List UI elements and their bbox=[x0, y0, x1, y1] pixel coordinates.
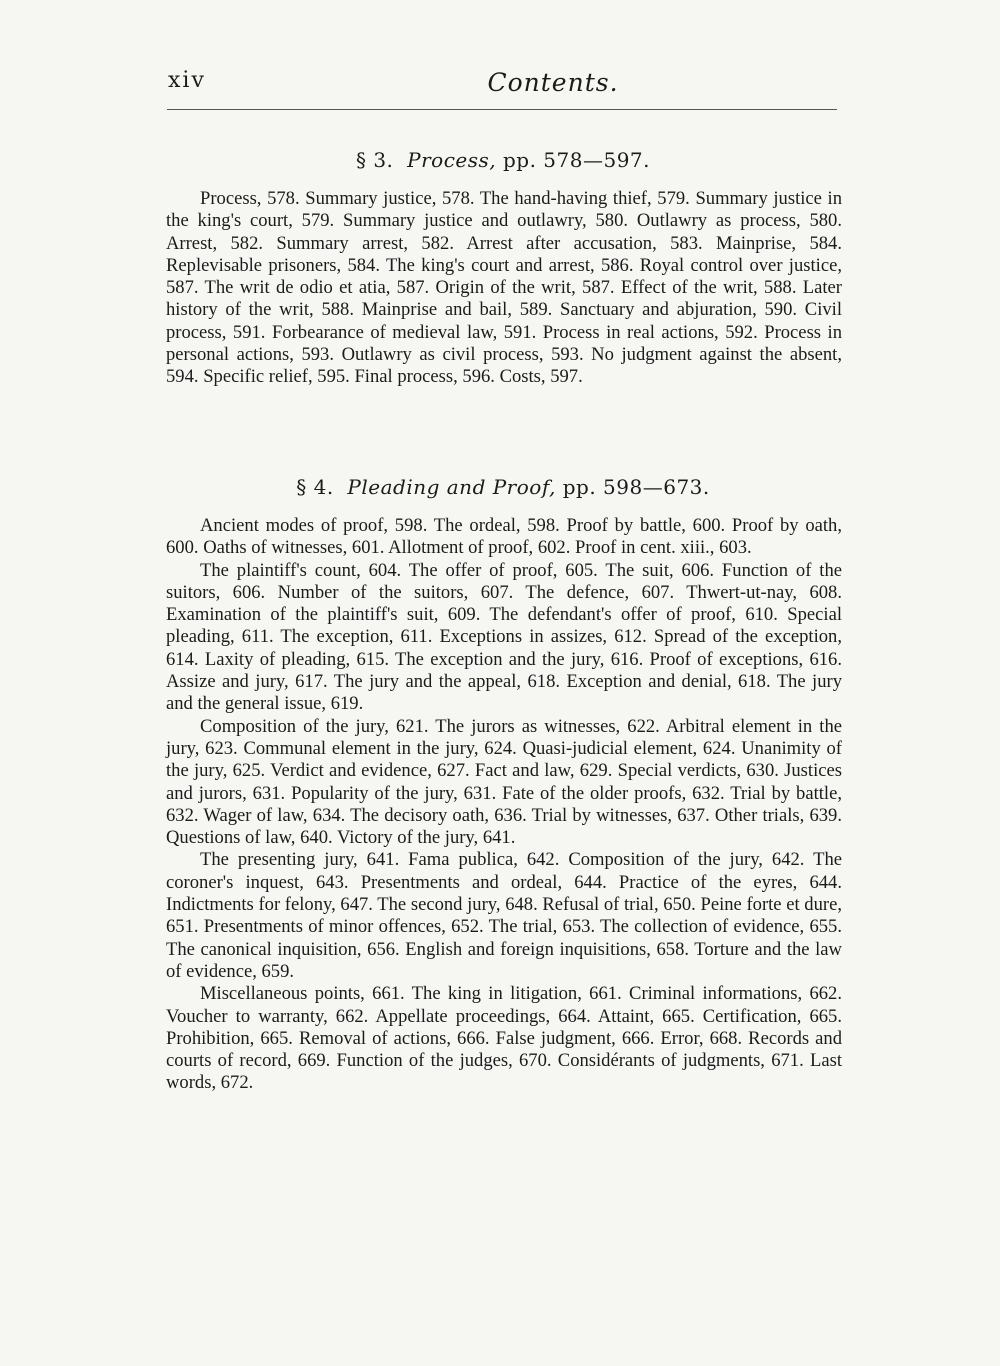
page-header bbox=[168, 68, 838, 108]
section-3-heading bbox=[168, 148, 838, 172]
section-4-number: § 4. bbox=[296, 475, 334, 499]
section-3-title: Process, bbox=[407, 148, 497, 172]
header-rule bbox=[167, 109, 837, 110]
section-4-body bbox=[166, 515, 842, 1095]
running-title: Contents. bbox=[487, 68, 619, 97]
section-4-title: Pleading and Proof, bbox=[347, 475, 556, 499]
section-4-paragraph-2: The plaintiff's count, 604. The offer of proof, 605. The suit, 606. Function of the suitors, 606. Number of the suitors, 607. The defence, 607. Thwert-ut-nay, 608. Examination of the plaintiff's suit, 609. The defendant's offer of proof, 610. Special pleading, 611. The exception, 611. Exceptions in assizes, 612. Spread of the exception, 614. Laxity of pleading, 615. The exception and the jury, 616. Proof of exceptions, 616. Assize and jury, 617. The jury and the appeal, 618. Exception and denial, 618. The jury and the general issue, 619. bbox=[166, 559, 842, 715]
section-4-paragraph-3: Composition of the jury, 621. The jurors as witnesses, 622. Arbitral element in the jury, 623. Communal element in the jury, 624. Quasi-judicial element, 624. Unanimity of the jury, 625. Verdict and evidence, 627. Fact and law, 629. Special verdicts, 630. Justices and jurors, 631. Popularity of the jury, 631. Fate of the older proofs, 632. Trial by battle, 632. Wager of law, 634. The decisory oath, 636. Trial by witnesses, 637. Other trials, 639. Questions of law, 640. Victory of the jury, 641. bbox=[166, 715, 842, 849]
section-4-paragraph-4: The presenting jury, 641. Fama publica, 642. Composition of the jury, 642. The coroner's inquest, 643. Presentments and ordeal, 644. Practice of the eyres, 644. Indictments for felony, 647. The second jury, 648. Refusal of trial, 650. Peine forte et dure, 651. Presentments of minor offences, 652. The trial, 653. The collection of evidence, 655. The canonical inquisition, 656. English and foreign inquisitions, 658. Torture and the law of evidence, 659. bbox=[166, 849, 842, 982]
page-number: xiv bbox=[168, 68, 206, 93]
section-4-heading bbox=[168, 475, 838, 499]
section-3-body bbox=[166, 188, 842, 389]
section-4-pages: pp. 598—673. bbox=[562, 475, 710, 499]
section-4-paragraph-1: Ancient modes of proof, 598. The ordeal, 598. Proof by battle, 600. Proof by oath, 600. Oaths of witnesses, 601. Allotment of proof, 602. Proof in cent. xiii., 603. bbox=[166, 515, 842, 559]
section-3-number: § 3. bbox=[355, 148, 394, 172]
section-3-pages: pp. 578—597. bbox=[502, 148, 651, 172]
section-3-paragraph-1: Process, 578. Summary justice, 578. The hand-having thief, 579. Summary justice in the king's court, 579. Summary justice and outlawry, 580. Outlawry as process, 580. Arrest, 582. Summary arrest, 582. Arrest after accusation, 583. Mainprise, 584. Replevisable prisoners, 584. The king's court and arrest, 586. Royal control over justice, 587. The writ de odio et atia, 587. Origin of the writ, 587. Effect of the writ, 588. Later history of the writ, 588. Mainprise and bail, 589. Sanctuary and abjuration, 590. Civil process, 591. Forbearance of medieval law, 591. Process in real actions, 592. Process in personal actions, 593. Outlawry as civil process, 593. No judgment against the absent, 594. Specific relief, 595. Final process, 596. Costs, 597. bbox=[166, 188, 842, 388]
section-4-paragraph-5: Miscellaneous points, 661. The king in litigation, 661. Criminal informations, 662. Voucher to warranty, 662. Appellate proceedings, 664. Attaint, 665. Certification, 665. Prohibition, 665. Removal of actions, 666. False judgment, 666. Error, 668. Records and courts of record, 669. Function of the judges, 670. Considérants of judgments, 671. Last words, 672. bbox=[166, 983, 842, 1094]
